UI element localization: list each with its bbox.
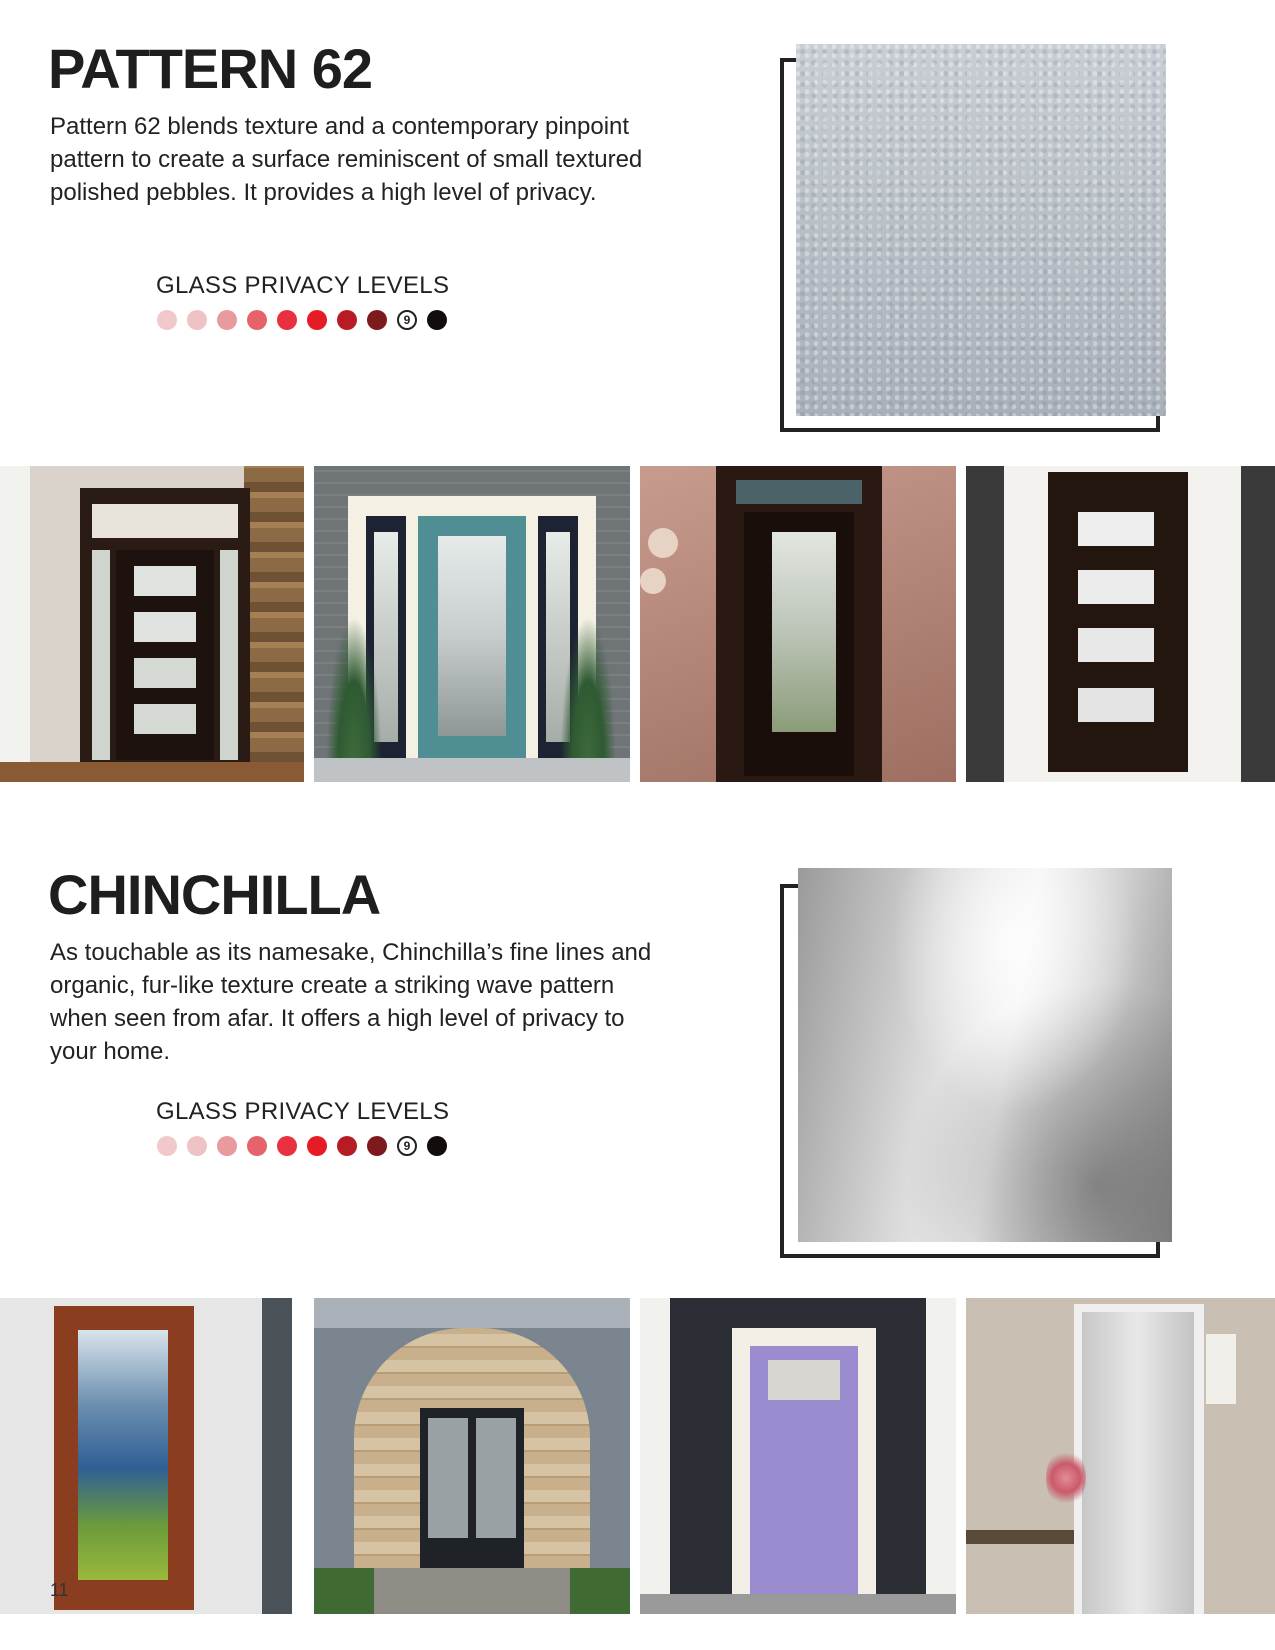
privacy-level-dot <box>307 1136 327 1156</box>
privacy-level-dot <box>217 1136 237 1156</box>
privacy-level-dot <box>427 310 447 330</box>
privacy-level-dot <box>277 1136 297 1156</box>
privacy-level-dot <box>157 310 177 330</box>
privacy-level-dot <box>337 310 357 330</box>
privacy-level-dot <box>337 1136 357 1156</box>
door-photo <box>640 1298 956 1614</box>
door-photo <box>0 466 304 782</box>
privacy-level-dot <box>157 1136 177 1156</box>
section-title: CHINCHILLA <box>48 863 381 926</box>
page-number: 11 <box>50 1580 69 1600</box>
door-photo <box>314 466 630 782</box>
privacy-level-dot <box>367 1136 387 1156</box>
glass-swatch-pattern-62 <box>796 44 1166 416</box>
privacy-level-dot <box>187 1136 207 1156</box>
privacy-level-scale <box>157 310 447 330</box>
privacy-level-dot <box>187 310 207 330</box>
section-description: Pattern 62 blends texture and a contemporary pinpoint pattern to create a surface reminiscent of small textured polished pebbles. It provides a high level of privacy. <box>50 113 643 206</box>
privacy-level-selected-dot: 9 <box>397 1136 417 1156</box>
door-photo <box>0 1298 292 1614</box>
door-photo <box>966 1298 1275 1614</box>
section-title: PATTERN 62 <box>48 37 372 100</box>
door-photo <box>640 466 956 782</box>
door-photo <box>966 466 1275 782</box>
privacy-levels-label: GLASS PRIVACY LEVELS <box>156 1098 450 1125</box>
privacy-level-dot <box>217 310 237 330</box>
privacy-level-scale <box>157 1136 447 1156</box>
section-description: As touchable as its namesake, Chinchilla’s fine lines and organic, fur-like texture create a striking wave pattern when seen from afar. It offers a high level of privacy to your home. <box>50 939 652 1065</box>
privacy-level-dot <box>247 1136 267 1156</box>
glass-swatch-chinchilla <box>798 868 1172 1242</box>
door-photo <box>314 1298 630 1614</box>
chinchilla-section <box>0 826 1275 1286</box>
privacy-level-dot <box>247 310 267 330</box>
privacy-level-dot <box>307 310 327 330</box>
privacy-levels-label: GLASS PRIVACY LEVELS <box>156 272 450 299</box>
chinchilla-photo-row <box>0 1298 1275 1614</box>
pattern-62-photo-row <box>0 466 1275 782</box>
privacy-level-dot <box>427 1136 447 1156</box>
privacy-level-dot <box>277 310 297 330</box>
privacy-level-dot <box>367 310 387 330</box>
privacy-level-selected-dot: 9 <box>397 310 417 330</box>
